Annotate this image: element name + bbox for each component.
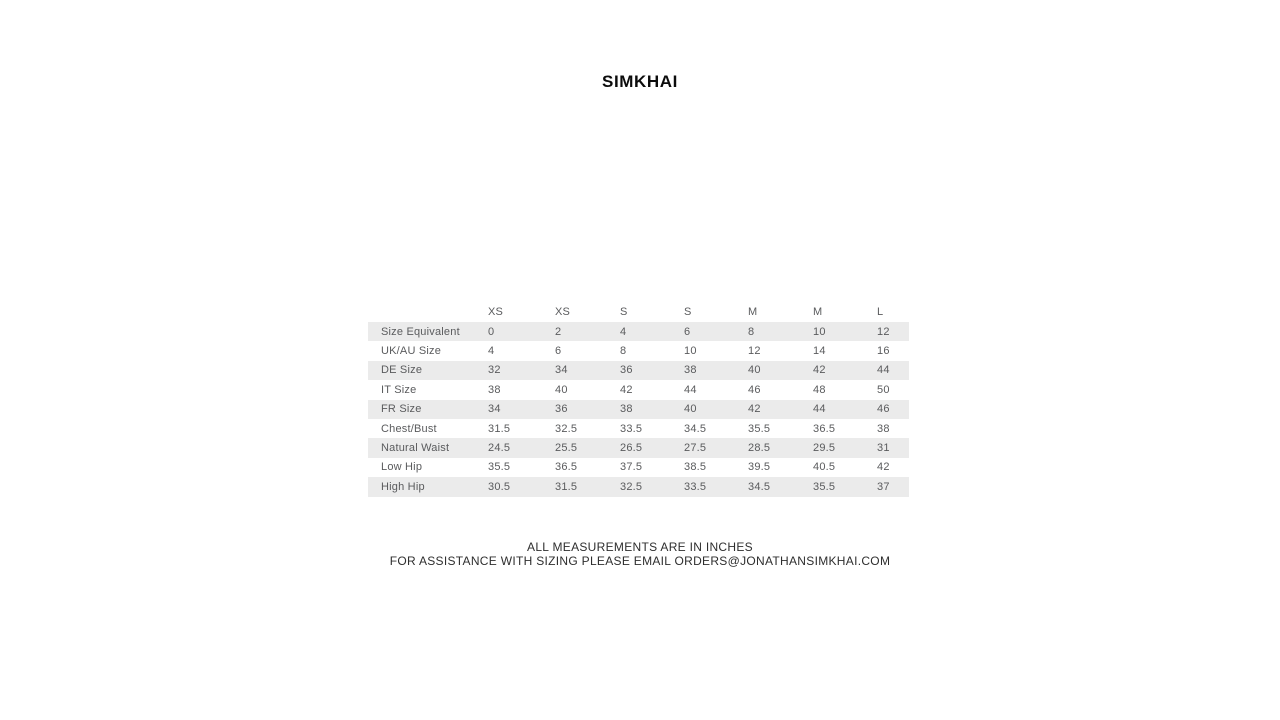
measurement-value-cell: 35.5 — [813, 480, 836, 493]
measurement-value-cell: 0 — [488, 325, 495, 338]
measurement-value-cell: 4 — [488, 345, 495, 358]
size-chart-row — [368, 400, 909, 419]
measurement-value-cell: 44 — [877, 364, 890, 377]
measurement-value-cell: 28.5 — [748, 442, 771, 455]
measurement-value-cell: 38.5 — [684, 461, 707, 474]
measurement-value-cell: 25.5 — [555, 442, 578, 455]
size-chart-header-row — [368, 302, 909, 322]
size-column-header: S — [620, 306, 628, 318]
size-chart-row — [368, 438, 909, 457]
measurement-value-cell: 29.5 — [813, 442, 836, 455]
measurement-value-cell: 40 — [684, 403, 697, 416]
measurement-value-cell: 44 — [684, 383, 697, 396]
measurement-value-cell: 36.5 — [555, 461, 578, 474]
measurement-value-cell: 12 — [877, 325, 890, 338]
measurement-value-cell: 6 — [555, 345, 562, 358]
measurement-value-cell: 10 — [813, 325, 826, 338]
measurement-row-label: Natural Waist — [381, 442, 450, 455]
footer-line-measurements: ALL MEASUREMENTS ARE IN INCHES — [527, 540, 753, 554]
size-chart-row — [368, 477, 909, 496]
measurement-value-cell: 48 — [813, 383, 826, 396]
measurement-value-cell: 31.5 — [555, 480, 578, 493]
measurement-row-label: High Hip — [381, 480, 425, 493]
measurement-value-cell: 32 — [488, 364, 501, 377]
size-chart-table — [368, 302, 909, 497]
measurement-value-cell: 46 — [748, 383, 761, 396]
measurement-row-label: Low Hip — [381, 461, 423, 474]
measurement-value-cell: 14 — [813, 345, 826, 358]
footer-note — [0, 540, 1280, 568]
measurement-value-cell: 6 — [684, 325, 691, 338]
size-chart-row — [368, 458, 909, 477]
measurement-value-cell: 34.5 — [748, 480, 771, 493]
measurement-value-cell: 38 — [488, 383, 501, 396]
size-column-header: XS — [488, 306, 504, 318]
measurement-value-cell: 16 — [877, 345, 890, 358]
size-column-header: M — [813, 306, 823, 318]
measurement-value-cell: 4 — [620, 325, 627, 338]
measurement-value-cell: 38 — [620, 403, 633, 416]
size-chart-body — [368, 322, 909, 497]
measurement-value-cell: 12 — [748, 345, 761, 358]
measurement-row-label: Chest/Bust — [381, 422, 437, 435]
measurement-value-cell: 50 — [877, 383, 890, 396]
measurement-value-cell: 38 — [877, 422, 890, 435]
measurement-value-cell: 44 — [813, 403, 826, 416]
measurement-value-cell: 34 — [488, 403, 501, 416]
measurement-value-cell: 42 — [813, 364, 826, 377]
measurement-value-cell: 31 — [877, 442, 890, 455]
measurement-row-label: FR Size — [381, 403, 422, 416]
size-chart-row — [368, 341, 909, 360]
measurement-value-cell: 37 — [877, 480, 890, 493]
measurement-value-cell: 35.5 — [748, 422, 771, 435]
measurement-value-cell: 38 — [684, 364, 697, 377]
size-chart-row — [368, 419, 909, 438]
size-chart-row — [368, 361, 909, 380]
measurement-value-cell: 42 — [748, 403, 761, 416]
measurement-row-label: UK/AU Size — [381, 345, 442, 358]
measurement-value-cell: 34 — [555, 364, 568, 377]
size-chart-container — [368, 302, 909, 497]
size-column-header: M — [748, 306, 758, 318]
footer-line-assistance: FOR ASSISTANCE WITH SIZING PLEASE EMAIL ORDERS@JONATHANSIMKHAI.COM — [389, 554, 891, 568]
measurement-value-cell: 42 — [877, 461, 890, 474]
size-chart-corner-cell — [368, 302, 488, 322]
measurement-value-cell: 36.5 — [813, 422, 836, 435]
measurement-value-cell: 33.5 — [620, 422, 643, 435]
measurement-value-cell: 27.5 — [684, 442, 707, 455]
measurement-value-cell: 35.5 — [488, 461, 511, 474]
measurement-row-label: Size Equivalent — [381, 325, 460, 338]
measurement-value-cell: 8 — [620, 345, 627, 358]
measurement-value-cell: 26.5 — [620, 442, 643, 455]
measurement-value-cell: 42 — [620, 383, 633, 396]
measurement-value-cell: 39.5 — [748, 461, 771, 474]
measurement-value-cell: 40 — [555, 383, 568, 396]
measurement-value-cell: 33.5 — [684, 480, 707, 493]
size-column-header: XS — [555, 306, 571, 318]
measurement-value-cell: 37.5 — [620, 461, 643, 474]
measurement-value-cell: 10 — [684, 345, 697, 358]
measurement-value-cell: 32.5 — [555, 422, 578, 435]
brand-logo-title: SIMKHAI — [602, 72, 678, 91]
size-column-header: S — [684, 306, 692, 318]
measurement-value-cell: 31.5 — [488, 422, 511, 435]
measurement-value-cell: 32.5 — [620, 480, 643, 493]
measurement-value-cell: 34.5 — [684, 422, 707, 435]
measurement-row-label: DE Size — [381, 364, 423, 377]
measurement-value-cell: 46 — [877, 403, 890, 416]
measurement-value-cell: 36 — [555, 403, 568, 416]
measurement-value-cell: 40 — [748, 364, 761, 377]
size-chart-row — [368, 380, 909, 399]
measurement-value-cell: 36 — [620, 364, 633, 377]
size-chart-row — [368, 322, 909, 341]
size-chart-header — [368, 302, 909, 322]
measurement-value-cell: 24.5 — [488, 442, 511, 455]
size-column-header: L — [877, 306, 884, 318]
measurement-value-cell: 8 — [748, 325, 755, 338]
measurement-value-cell: 2 — [555, 325, 562, 338]
measurement-row-label: IT Size — [381, 383, 417, 396]
measurement-value-cell: 40.5 — [813, 461, 836, 474]
measurement-value-cell: 30.5 — [488, 480, 511, 493]
